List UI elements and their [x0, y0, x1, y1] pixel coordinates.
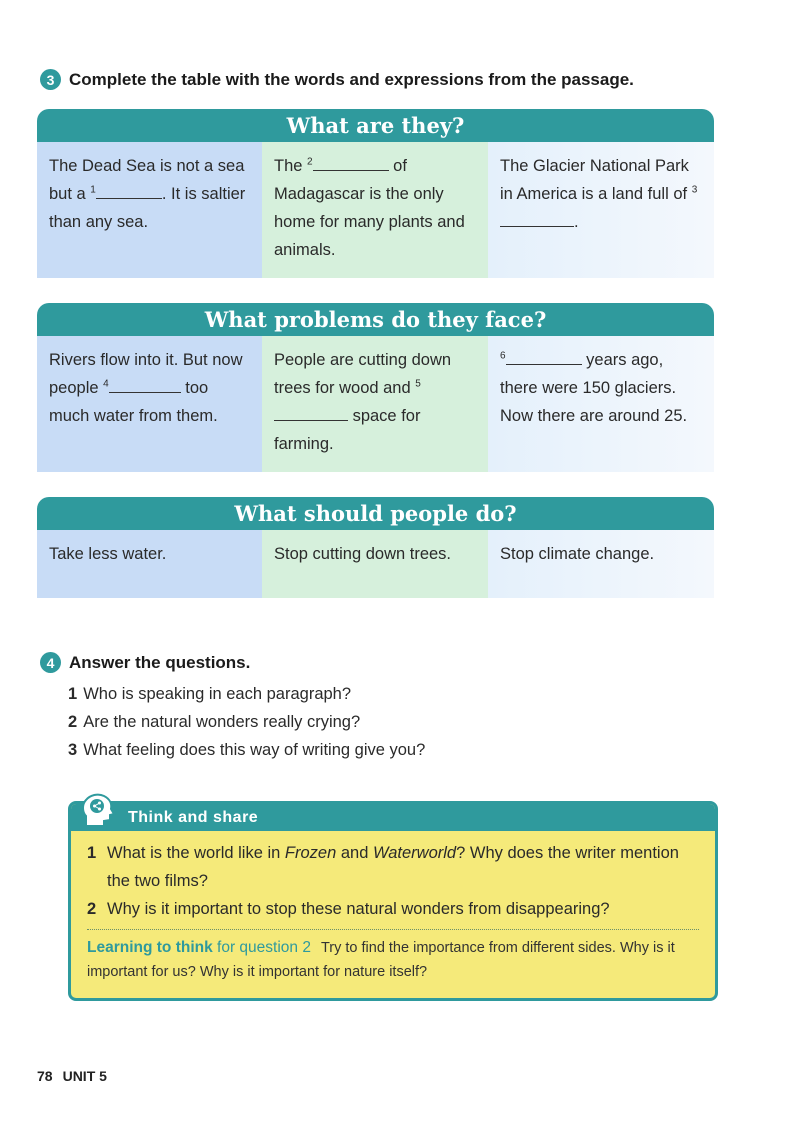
table-cell: Rivers flow into it. But now people $^4$ too much water from them.: [37, 336, 262, 472]
answer-blank[interactable]: [506, 348, 582, 365]
table-cell: People are cutting down trees for wood and $^5$ space for farming.: [262, 336, 488, 472]
table-what-should-people-do: [37, 497, 714, 598]
learning-to-think-tip: Learning to think for question 2 Try to find the importance from different sides. Why is it important for us? Why is it important for nature itself?: [87, 939, 675, 980]
table-cell: $^6$ years ago, there were 150 glaciers. Now there are around 25.: [488, 336, 714, 472]
table-what-problems: [37, 303, 714, 472]
unit-label: UNIT 5: [62, 1068, 107, 1084]
table-cell: The $^2$ of Madagascar is the only home for many plants and animals.: [262, 142, 488, 278]
think-and-share-title: Think and share: [71, 804, 715, 831]
list-item: 2 Why is it important to stop these natural wonders from disappearing?: [87, 900, 610, 918]
answer-blank[interactable]: [96, 182, 162, 199]
answer-blank[interactable]: [500, 210, 574, 227]
table-what-are-they: [37, 109, 714, 278]
list-item: 2 Are the natural wonders really crying?: [68, 713, 361, 731]
table-cell: Stop climate change.: [488, 530, 714, 598]
answer-blank[interactable]: [109, 376, 181, 393]
exercise-instruction: Answer the questions.: [69, 652, 251, 672]
think-and-share-box: [68, 801, 718, 1001]
page-number: 78: [37, 1068, 53, 1084]
list-item: 1 Who is speaking in each paragraph?: [68, 685, 352, 703]
table-heading: What are they?: [37, 109, 714, 142]
divider: [87, 929, 699, 930]
table-heading: What should people do?: [37, 497, 714, 530]
exercise-instruction: Complete the table with the words and expressions from the passage.: [69, 69, 634, 89]
table-cell: The Glacier National Park in America is a land full of $^3$.: [488, 142, 714, 278]
question-list: [68, 680, 425, 764]
answer-blank[interactable]: [274, 404, 348, 421]
table-cell: Take less water.: [37, 530, 262, 598]
list-item: 3 What feeling does this way of writing give you?: [68, 741, 426, 759]
exercise-number-badge: 3: [40, 69, 61, 90]
exercise-4-heading: [40, 652, 250, 673]
head-share-icon: [80, 792, 122, 832]
table-heading: What problems do they face?: [37, 303, 714, 336]
exercise-number-badge: 4: [40, 652, 61, 673]
answer-blank[interactable]: [313, 154, 389, 171]
list-item: 1 What is the world like in Frozen and Waterworld? Why does the writer mention the two films?: [87, 844, 679, 890]
table-cell: The Dead Sea is not a sea but a $^1$ . It is saltier than any sea.: [37, 142, 262, 278]
table-cell: Stop cutting down trees.: [262, 530, 488, 598]
exercise-3-heading: [40, 69, 634, 90]
page-footer: [37, 1068, 107, 1084]
